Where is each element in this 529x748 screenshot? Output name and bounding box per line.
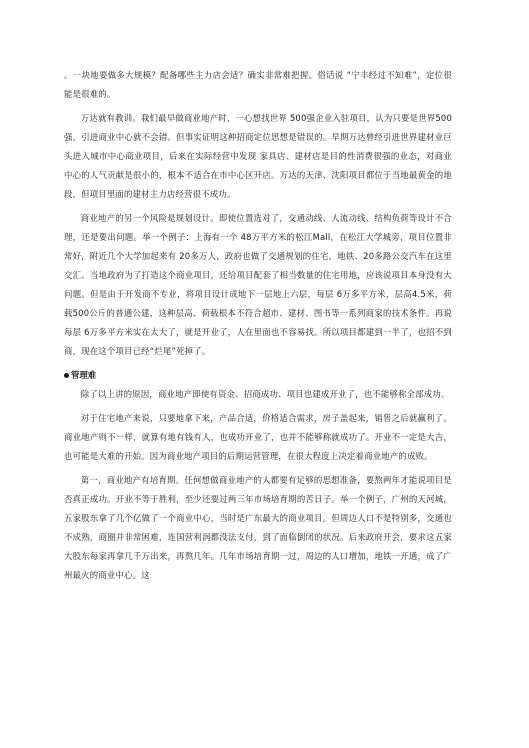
document-body (64, 66, 452, 590)
paragraph: 。一块地要做多大规模？配备哪些主力店会适？确实非常难把握。俗话说 “宁丰经过不知难”，定位很能是很难的。 (64, 70, 452, 99)
paragraph: 万达就有教训。我们最早做商业地产时，一心想找世界 500强企业入驻项目，认为只要是世界500强，引进商业中心就不会错。但事实证明这种招商定位思想是错误的。早期万达曾经引进世界建材业巨头进入城市中心商业项目，后来在实际经营中发现 家具店、建材店是目的性消费很强的业态，对商业中心的人气贡献是很小的，根本不适合在市中心区开店。万达的天津、沈阳项目都位于当地最黄金的地段，但项目里面的建材主力店经营很不成功。 (64, 113, 452, 199)
paragraph: 对于住宅地产来说，只要地拿下来，产品合适，价格适合需求，房子盖起来，销售之后就赢利了。商业地产则不一样，就算有地有钱有人，也成功开业了，也并不能够称就成功了。开业不一定是大吉，也可能是大难的开始。因为商业地产项目的后期运营管理，在很大程度上决定着商业地产的成败。 (64, 413, 452, 461)
paragraph: 第一，商业地产有培育期。任何想做商业地产的人都要有足够的思想准备，要熬两年才能说项目是否真正成功。开业不等于胜利，至少还要过两三年市场培育期的苦日子。举一个例子，广州的天河城，五家股东拿了几个亿做了一个商业中心，当时是广东最大的商业项目。但周边人口不是特别多，交通也不成熟，商圈并非常困难，连国营利润都没法支付，到了面临倒闭的状况。后来政府开会，要求这五家大股东每家再拿几千万出来，再熬几年。几年市场培育期一过，周边的人口增加，地铁一开通，成了广州最火的商业中心。这 (64, 475, 452, 580)
section-heading (64, 366, 452, 385)
paragraph: 除了以上讲的原因，商业地产即使有资金、招商成功、项目也建成开业了，也不能够称全部成功。 (80, 389, 450, 399)
bullet-icon (64, 373, 69, 378)
section-heading-text: 管理难 (71, 370, 97, 380)
paragraph: 商业地产的另一个风险是规划设计。即使位置选对了，交通动线、人流动线、结构负荷等设计不合理，还是要出问题。举一个例子：上海有一个 48万平方米的松江Mall，在松江大学城旁，项目位置非常好，附近几个大学加起来有 20多万人，政府也做了交通规划的住宅，地铁、20多路公交汽车在这里交汇。当地政府为了打造这个商业项目，还给项目配套了相当数量的住宅用地，应该说项目本身没有大问题。但是由于开发商不专业，将项目设计成地下一层地上六层，每层 6万多平方米，层高4.5米，荷载500公斤的普通公建，这种层高、荷载根本不符合超市、建材、图书等一系列商家的技术条件。再说每层 6万多平方米实在太大了，就是开业了，人在里面也不容易找。所以项目都建到一半了，也招不到商，现在这个项目已经“烂尾”死掉了。 (64, 213, 452, 356)
